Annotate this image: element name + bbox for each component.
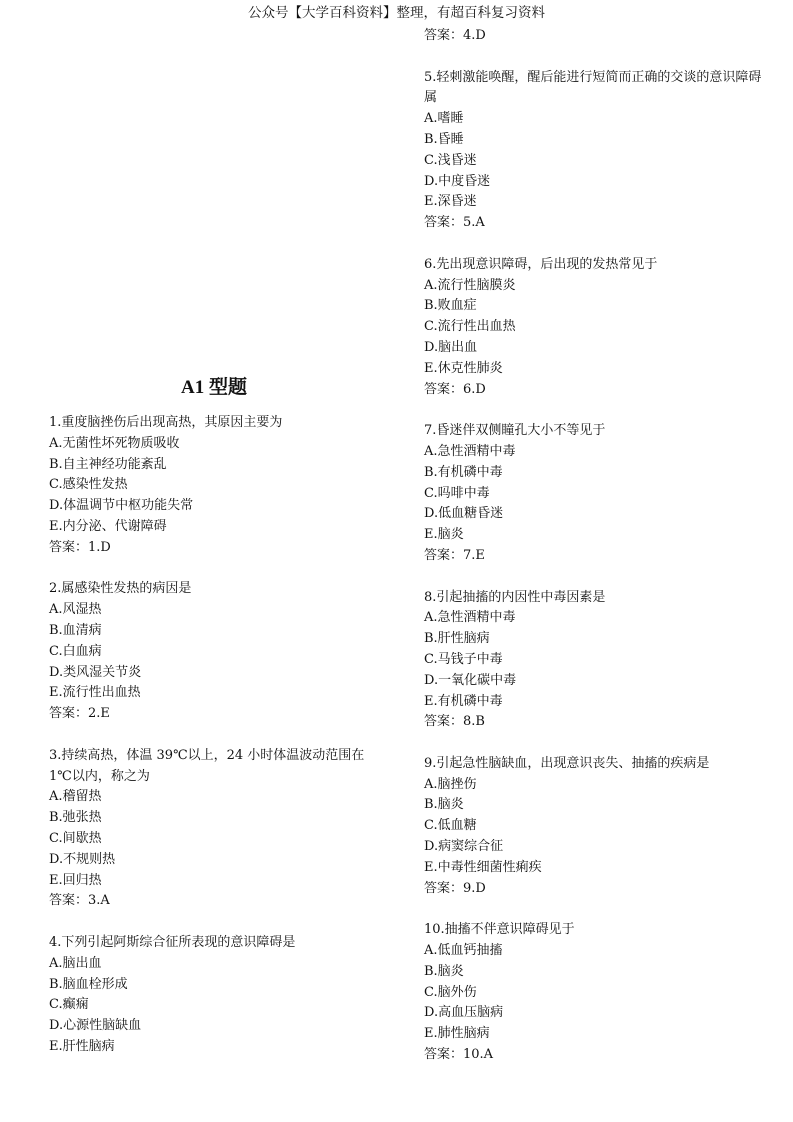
left-column <box>49 413 389 1079</box>
answer: 答案：10.A <box>424 1047 494 1063</box>
answer: 答案：2.E <box>49 706 110 722</box>
option-e: E.肝性脑病 <box>49 1038 115 1054</box>
question-stem: 8.引起抽搐的内因性中毒因素是 <box>424 589 606 605</box>
question-9 <box>424 754 769 900</box>
answer: 答案：5.A <box>424 215 485 231</box>
option-d: D.类风湿关节炎 <box>49 664 142 680</box>
answer: 答案：1.D <box>49 539 111 555</box>
question-6 <box>424 255 769 401</box>
option-b: B.昏睡 <box>424 131 464 147</box>
page-header: 公众号【大学百科资料】整理，有超百科复习资料 <box>248 5 545 21</box>
question-8 <box>424 588 769 734</box>
question-stem: 7.昏迷伴双侧瞳孔大小不等见于 <box>424 423 606 439</box>
question-4-answer-block <box>424 26 769 47</box>
question-stem: 9.引起急性脑缺血，出现意识丧失、抽搐的疾病是 <box>424 755 710 771</box>
option-a: A.嗜睡 <box>424 111 464 127</box>
option-e: E.肺性脑病 <box>424 1026 490 1042</box>
answer: 答案：7.E <box>424 547 485 563</box>
option-c: C.低血糖 <box>424 818 477 834</box>
question-stem: 4.下列引起阿斯综合征所表现的意识障碍是 <box>49 934 296 950</box>
option-b: B.败血症 <box>424 298 477 314</box>
question-stem: 10.抽搐不伴意识障碍见于 <box>424 922 575 938</box>
option-e: E.中毒性细菌性痢疾 <box>424 859 542 875</box>
option-c: C.癫痫 <box>49 997 89 1013</box>
option-e: E.流行性出血热 <box>49 685 141 701</box>
option-d: D.高血压脑病 <box>424 1005 504 1021</box>
section-title: A1 型题 <box>181 377 247 398</box>
answer: 答案：8.B <box>424 714 485 730</box>
right-column <box>424 26 769 1087</box>
option-c: C.流行性出血热 <box>424 319 516 335</box>
option-a: A.流行性脑膜炎 <box>424 277 516 293</box>
answer: 答案：3.A <box>49 893 110 909</box>
question-stem: 6.先出现意识障碍，后出现的发热常见于 <box>424 256 658 272</box>
option-b: B.脑炎 <box>424 797 464 813</box>
option-c: C.脑外伤 <box>424 984 477 1000</box>
option-b: B.血清病 <box>49 622 102 638</box>
answer: 答案：6.D <box>424 381 486 397</box>
option-c: C.间歇热 <box>49 830 102 846</box>
option-a: A.急性酒精中毒 <box>424 443 516 459</box>
option-b: B.脑炎 <box>424 963 464 979</box>
option-c: C.白血病 <box>49 643 102 659</box>
answer: 答案：9.D <box>424 880 486 896</box>
option-e: E.脑炎 <box>424 527 464 543</box>
option-d: D.体温调节中枢功能失常 <box>49 498 194 514</box>
question-3 <box>49 746 389 912</box>
question-stem: 5.轻刺激能唤醒，醒后能进行短简而正确的交谈的意识障碍属 <box>424 69 762 106</box>
question-10 <box>424 920 769 1066</box>
question-stem: 1.重度脑挫伤后出现高热，其原因主要为 <box>49 415 283 430</box>
option-b: B.弛张热 <box>49 810 102 826</box>
option-b: B.有机磷中毒 <box>424 464 503 480</box>
option-b: B.自主神经功能紊乱 <box>49 456 167 472</box>
option-a: A.稽留热 <box>49 789 102 805</box>
option-a: A.脑挫伤 <box>424 776 477 792</box>
question-stem: 3.持续高热，体温 39℃以上，24 小时体温波动范围在 1℃以内，称之为 <box>49 747 365 784</box>
option-d: D.一氧化碳中毒 <box>424 672 517 688</box>
option-c: C.感染性发热 <box>49 477 128 493</box>
question-4 <box>49 933 389 1058</box>
question-1 <box>49 413 389 559</box>
option-a: A.无菌性坏死物质吸收 <box>49 435 180 451</box>
option-e: E.回归热 <box>49 872 102 888</box>
option-d: D.低血糖昏迷 <box>424 506 504 522</box>
question-2 <box>49 579 389 725</box>
option-d: D.不规则热 <box>49 851 116 867</box>
option-a: A.低血钙抽搐 <box>424 943 503 959</box>
option-d: D.中度昏迷 <box>424 173 491 189</box>
question-stem: 2.属感染性发热的病因是 <box>49 581 192 597</box>
option-b: B.脑血栓形成 <box>49 976 128 992</box>
option-b: B.肝性脑病 <box>424 631 490 647</box>
option-c: C.浅昏迷 <box>424 152 477 168</box>
option-a: A.急性酒精中毒 <box>424 610 516 626</box>
option-e: E.内分泌、代谢障碍 <box>49 518 167 534</box>
option-d: D.病窦综合征 <box>424 839 504 855</box>
option-a: A.脑出血 <box>49 955 102 971</box>
answer: 答案：4.D <box>424 28 486 43</box>
option-e: E.有机磷中毒 <box>424 693 503 709</box>
option-d: D.脑出血 <box>424 339 478 355</box>
option-a: A.风湿热 <box>49 602 102 618</box>
question-5 <box>424 68 769 234</box>
option-e: E.深昏迷 <box>424 194 477 210</box>
question-7 <box>424 421 769 567</box>
option-e: E.休克性肺炎 <box>424 360 503 376</box>
option-d: D.心源性脑缺血 <box>49 1018 142 1034</box>
option-c: C.吗啡中毒 <box>424 485 490 501</box>
option-c: C.马钱子中毒 <box>424 651 503 667</box>
